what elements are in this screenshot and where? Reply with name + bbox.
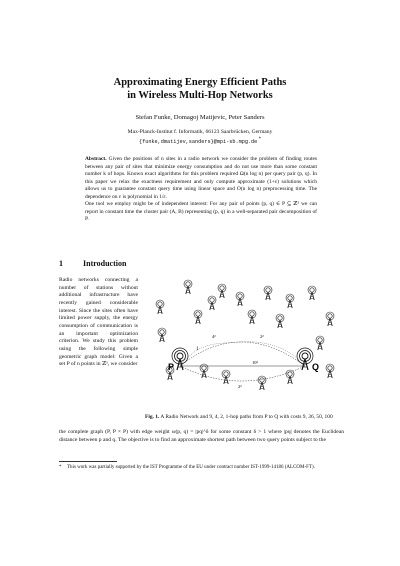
tower-icon [276,314,284,328]
title-line-2: in Wireless Multi-Hop Networks [127,90,273,101]
section-heading [59,259,126,268]
email-footnote-mark: * [258,137,262,143]
tower-icon [326,312,334,326]
tower-icon [208,296,216,310]
tower-icon [156,300,164,314]
abstract-text: Given the positions of n sites in a radio network we consider the problem of finding routes between any pair of sites that minimize energy consumption and do not use more than some constant number k of hops. Known exact algorithms for this problem required Ω(n log n) per query pair (p, q). In this paper we relax the exactness requirement and only compute approximate (1+ε) solutions which allows us to guarantee constant query time using linear space and O(n log n) preprocessing time. The dependence on ε is polynomial in 1/ε. [85,156,318,200]
section-title: Introduction [83,259,127,268]
abstract-paragraph-1 [85,156,317,201]
affiliation: Max-Planck-Institut f. Informatik, 66123 Saarbrücken, Germany [127,129,273,135]
affiliation-block [0,129,400,146]
source-tower-icon [172,348,188,370]
intro-continued-text: the complete graph (P, P × P) with edge weight ω(p, q) = |pq|^δ for some constant δ > 1 where |pq| denotes the Euclidean distance between p and q. The objective is to find an approximate shortest path between two query points subject to the [59,429,344,443]
section-number: 1 [59,259,63,268]
tower-icon [264,286,272,300]
radio-network-figure [140,278,350,408]
title-line-1: Approximating Energy Efficient Paths [113,77,287,88]
label-q: Q [312,362,320,372]
tower-icon [286,370,294,384]
tower-icon [184,280,192,294]
edge-label-4: 2² [238,384,242,389]
emails-line [0,136,400,146]
path-4-hop [180,342,305,366]
tower-icon [286,294,294,308]
figure-caption [145,414,343,421]
abstract-paragraph-2: One tool we employ might be of independent interest: For any pair of points (p, q) ∈ P ⊆ ℤ² we can report in constant time the cluster pair (A, B) representing (p, q) in a well-separated pair decomposition of P. [85,201,317,223]
tower-icon [218,284,226,298]
figure-caption-text: A Radio Network and 9, 4, 2, 1-hop paths from P to Q with costs 9, 36, 50, 100 [160,414,333,420]
tower-icon [308,286,316,300]
tower-icon [248,310,256,324]
tower-icon [258,376,266,390]
abstract-label: Abstract. [85,156,107,162]
target-tower-icon [297,348,313,370]
edge-label-3: 2² [260,334,264,339]
footnote [59,465,344,472]
paper-title [0,76,400,102]
figure-caption-label: Fig. 1. [145,414,160,420]
footnote-mark: * [59,465,62,470]
intro-wrapped-text: Radio networks connecting a number of stations without additional infrastructure have recently gained considerable interest. Since the sites often have limited power supply, the energy consumption of communication is an important optimization criterion. We study this problem using the following simple geometric graph model: Given a set P of n points in ℤ², we consider [59,277,138,368]
footnote-text: This work was partially supported by the IST Programme of the EU under contract number IST-1999-14186 (ALCOM-FT). [67,465,315,470]
abstract [85,156,317,224]
label-p: P [168,362,175,372]
tower-icon [236,292,244,306]
tower-icon [316,336,324,350]
tower-icon [326,364,334,378]
tower-icon [222,370,230,384]
tower-icon [158,328,166,342]
footnote-rule [59,461,117,462]
edge-label-5: 10² [252,360,258,365]
authors: Stefan Funke, Domagoj Matijevic, Peter Sanders [135,114,265,121]
edge-label-1: 1 [196,347,199,352]
emails: {funke,dmatijev,sanders}@mpi-sb.mpg.de [138,139,258,146]
tower-icon [194,310,202,324]
edge-label-2: 4² [212,334,216,339]
